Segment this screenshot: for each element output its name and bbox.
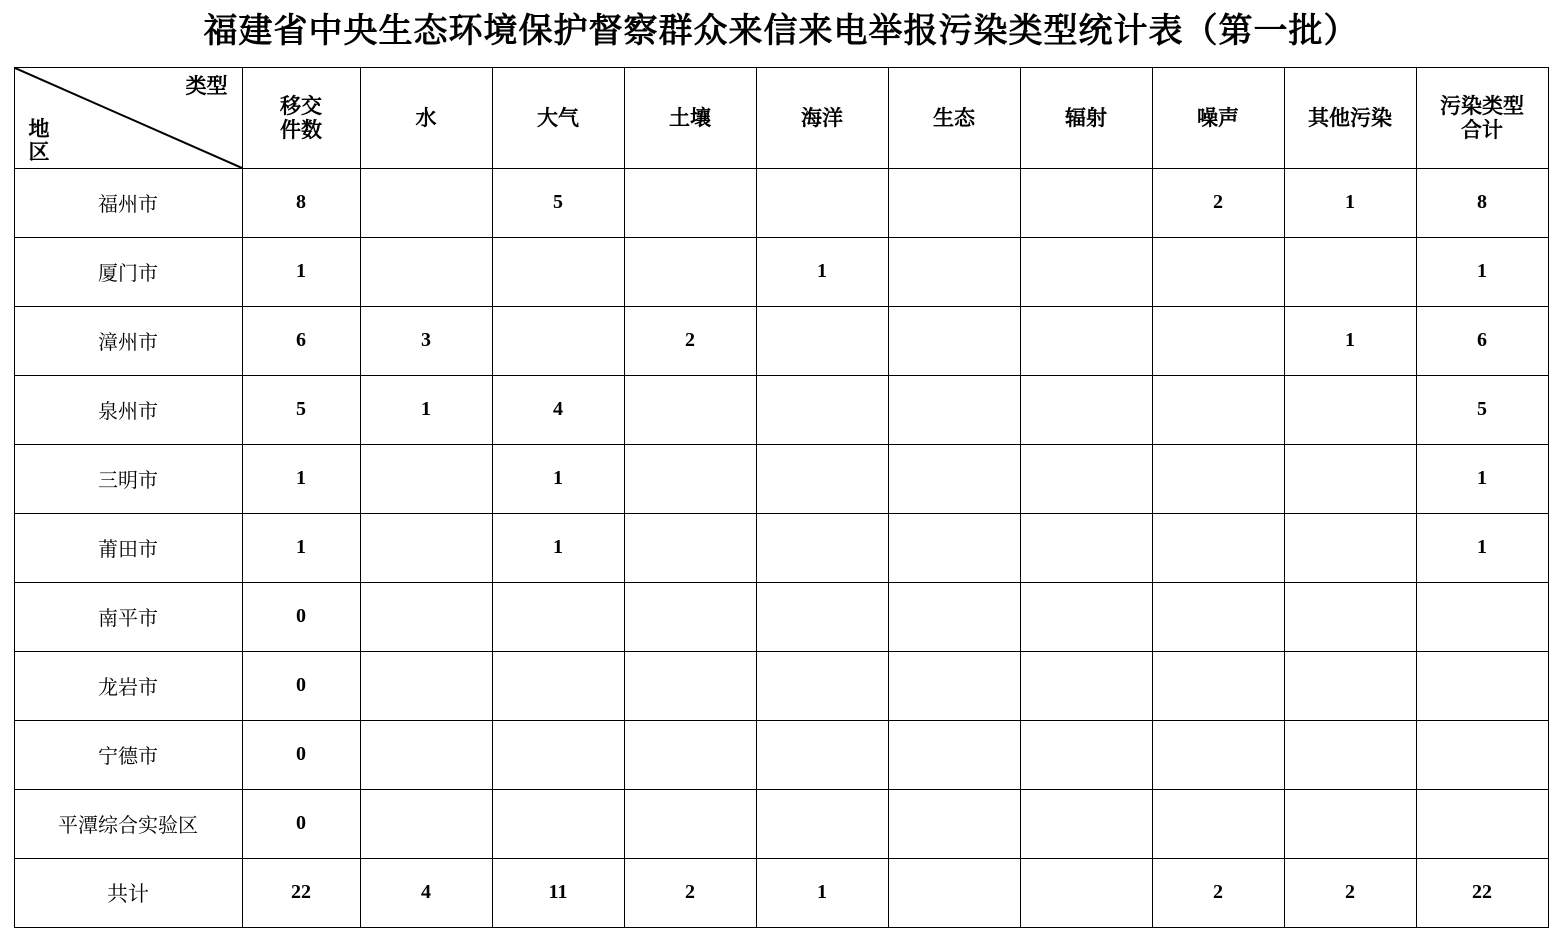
cell-other: 2 [1284,858,1416,927]
cell-radiation [1020,168,1152,237]
cell-other [1284,513,1416,582]
cell-water: 1 [360,375,492,444]
row-region: 莆田市 [14,513,242,582]
cell-radiation [1020,720,1152,789]
cell-air [492,651,624,720]
cell-other: 1 [1284,168,1416,237]
table-row [14,237,1548,306]
header-soil: 土壤 [624,67,756,168]
cell-other [1284,444,1416,513]
table-header-row [14,67,1548,168]
cell-ecology [888,513,1020,582]
cell-total [1416,789,1548,858]
cell-ecology [888,651,1020,720]
cell-transfer-count: 1 [242,237,360,306]
header-type-label: 类型 [185,73,228,98]
cell-soil [624,720,756,789]
header-radiation: 辐射 [1020,67,1152,168]
header-other-pollution: 其他污染 [1284,67,1416,168]
cell-ecology [888,858,1020,927]
cell-transfer-count: 8 [242,168,360,237]
cell-ocean [756,375,888,444]
cell-air [492,720,624,789]
cell-soil [624,789,756,858]
cell-noise [1152,651,1284,720]
cell-soil [624,582,756,651]
cell-transfer-count: 22 [242,858,360,927]
cell-ocean: 1 [756,237,888,306]
cell-other [1284,720,1416,789]
header-ecology: 生态 [888,67,1020,168]
header-region-label-line2: 区 [28,139,50,164]
page-title: 福建省中央生态环境保护督察群众来信来电举报污染类型统计表（第一批） [203,13,1359,50]
cell-soil [624,375,756,444]
header-pollution-total-line2: 合计 [1461,117,1503,142]
cell-total [1416,651,1548,720]
cell-water: 4 [360,858,492,927]
table-row [14,513,1548,582]
cell-radiation [1020,651,1152,720]
cell-water [360,582,492,651]
cell-air: 4 [492,375,624,444]
row-region: 泉州市 [14,375,242,444]
cell-ecology [888,168,1020,237]
cell-air: 1 [492,513,624,582]
cell-total [1416,582,1548,651]
cell-radiation [1020,375,1152,444]
header-transfer-count [242,67,360,168]
cell-soil [624,513,756,582]
header-corner-cell [14,67,242,168]
cell-noise: 2 [1152,858,1284,927]
cell-water [360,444,492,513]
header-pollution-total [1416,67,1548,168]
cell-noise: 2 [1152,168,1284,237]
cell-transfer-count: 1 [242,513,360,582]
table-row [14,651,1548,720]
header-transfer-count-line2: 件数 [280,117,322,142]
cell-other [1284,789,1416,858]
cell-water [360,513,492,582]
header-region-label [29,118,89,164]
header-air: 大气 [492,67,624,168]
cell-radiation [1020,582,1152,651]
table-row [14,720,1548,789]
cell-other: 1 [1284,306,1416,375]
row-region-total: 共计 [14,858,242,927]
table-total-row [14,858,1548,927]
cell-total: 6 [1416,306,1548,375]
cell-ecology [888,582,1020,651]
cell-soil: 2 [624,306,756,375]
cell-radiation [1020,237,1152,306]
cell-ocean [756,789,888,858]
cell-transfer-count: 0 [242,720,360,789]
cell-total: 1 [1416,444,1548,513]
cell-water [360,237,492,306]
header-water: 水 [360,67,492,168]
pollution-type-statistics-table [14,67,1549,928]
cell-transfer-count: 1 [242,444,360,513]
cell-soil [624,651,756,720]
cell-radiation [1020,513,1152,582]
cell-ocean: 1 [756,858,888,927]
cell-ecology [888,375,1020,444]
header-ocean: 海洋 [756,67,888,168]
cell-transfer-count: 0 [242,582,360,651]
cell-noise [1152,444,1284,513]
cell-radiation [1020,789,1152,858]
table-row [14,789,1548,858]
cell-noise [1152,375,1284,444]
cell-water [360,720,492,789]
cell-soil [624,168,756,237]
cell-air: 5 [492,168,624,237]
cell-air: 11 [492,858,624,927]
cell-noise [1152,237,1284,306]
cell-air [492,237,624,306]
cell-soil [624,237,756,306]
cell-water: 3 [360,306,492,375]
cell-water [360,651,492,720]
cell-ocean [756,306,888,375]
cell-total: 22 [1416,858,1548,927]
cell-other [1284,375,1416,444]
cell-noise [1152,789,1284,858]
table-row [14,582,1548,651]
row-region: 平潭综合实验区 [14,789,242,858]
cell-soil: 2 [624,858,756,927]
cell-noise [1152,306,1284,375]
header-region-label-line1: 地 [28,116,50,141]
row-region: 三明市 [14,444,242,513]
row-region: 龙岩市 [14,651,242,720]
table-row [14,375,1548,444]
cell-radiation [1020,306,1152,375]
header-transfer-count-line1: 移交 [280,93,322,118]
cell-radiation [1020,858,1152,927]
row-region: 漳州市 [14,306,242,375]
cell-ocean [756,582,888,651]
cell-other [1284,651,1416,720]
cell-noise [1152,513,1284,582]
cell-water [360,168,492,237]
cell-total: 1 [1416,237,1548,306]
row-region: 厦门市 [14,237,242,306]
cell-transfer-count: 5 [242,375,360,444]
table-row [14,444,1548,513]
cell-soil [624,444,756,513]
cell-ecology [888,789,1020,858]
cell-air [492,306,624,375]
cell-ocean [756,651,888,720]
row-region: 南平市 [14,582,242,651]
cell-total: 5 [1416,375,1548,444]
cell-water [360,789,492,858]
cell-ocean [756,513,888,582]
cell-ocean [756,444,888,513]
cell-other [1284,582,1416,651]
cell-noise [1152,720,1284,789]
cell-transfer-count: 0 [242,789,360,858]
cell-air: 1 [492,444,624,513]
table-row [14,306,1548,375]
cell-transfer-count: 0 [242,651,360,720]
cell-noise [1152,582,1284,651]
cell-total: 1 [1416,513,1548,582]
cell-transfer-count: 6 [242,306,360,375]
cell-total: 8 [1416,168,1548,237]
cell-ocean [756,168,888,237]
cell-ocean [756,720,888,789]
header-pollution-total-line1: 污染类型 [1440,93,1524,118]
cell-ecology [888,720,1020,789]
cell-other [1284,237,1416,306]
row-region: 福州市 [14,168,242,237]
cell-air [492,582,624,651]
table-row [14,168,1548,237]
header-noise: 噪声 [1152,67,1284,168]
cell-total [1416,720,1548,789]
cell-ecology [888,444,1020,513]
row-region: 宁德市 [14,720,242,789]
cell-air [492,789,624,858]
cell-radiation [1020,444,1152,513]
cell-ecology [888,237,1020,306]
cell-ecology [888,306,1020,375]
